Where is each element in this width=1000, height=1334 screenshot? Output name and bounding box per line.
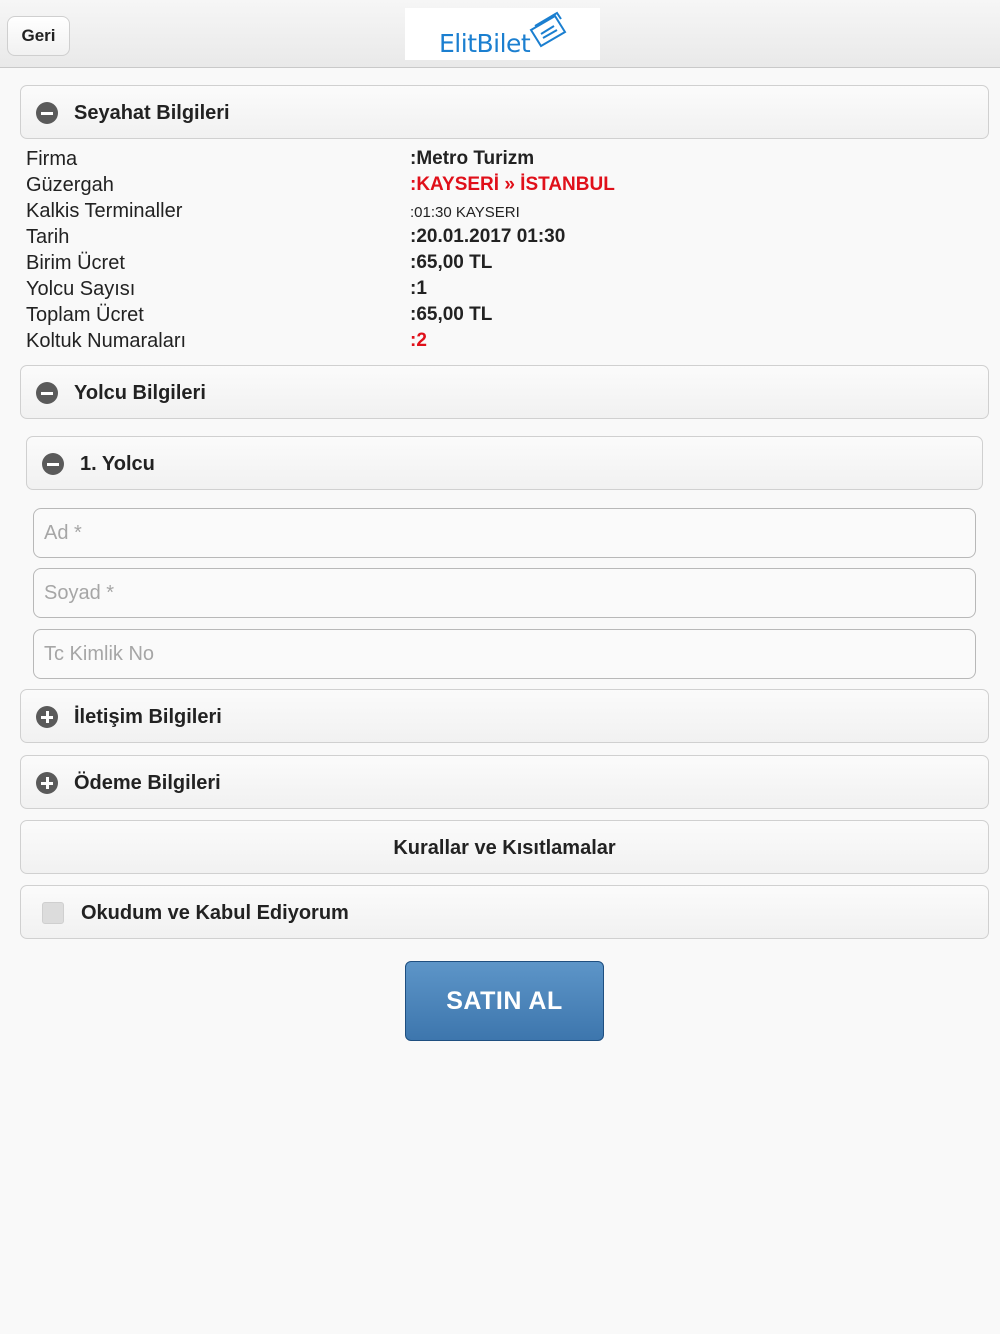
rules-button[interactable] xyxy=(20,820,989,874)
collapse-icon xyxy=(36,102,58,124)
info-label: Kalkis Terminaller xyxy=(26,200,183,222)
info-value: :20.01.2017 01:30 xyxy=(410,226,566,247)
info-row-total-price xyxy=(26,304,986,330)
info-row-seat-numbers xyxy=(26,330,986,356)
rules-label: Kurallar ve Kısıtlamalar xyxy=(393,837,616,859)
info-row-passenger-count xyxy=(26,278,986,304)
payment-info-header[interactable] xyxy=(20,755,989,809)
info-value: :01:30 KAYSERI xyxy=(410,204,520,221)
info-row-terminal xyxy=(26,200,986,226)
first-name-input[interactable] xyxy=(33,508,976,558)
agree-label: Okudum ve Kabul Ediyorum xyxy=(81,902,349,924)
contact-info-title: İletişim Bilgileri xyxy=(74,706,222,728)
info-row-route xyxy=(26,174,986,200)
payment-info-title: Ödeme Bilgileri xyxy=(74,772,221,794)
agree-checkbox-row[interactable] xyxy=(20,885,989,939)
contact-info-header[interactable] xyxy=(20,689,989,743)
expand-icon xyxy=(36,772,58,794)
passenger-info-header[interactable] xyxy=(20,365,989,419)
info-value: :2 xyxy=(410,330,427,351)
buy-button[interactable]: SATIN AL xyxy=(405,961,604,1041)
back-button[interactable]: Geri xyxy=(7,16,70,56)
last-name-input[interactable] xyxy=(33,568,976,618)
travel-info-header[interactable] xyxy=(20,85,989,139)
top-bar xyxy=(0,0,1000,68)
logo-text: ElitBilet xyxy=(439,29,531,58)
tc-id-input[interactable] xyxy=(33,629,976,679)
info-label: Tarih xyxy=(26,226,70,248)
expand-icon xyxy=(36,706,58,728)
info-value: :Metro Turizm xyxy=(410,148,535,169)
passenger-info-title: Yolcu Bilgileri xyxy=(74,382,206,404)
passenger-1-title: 1. Yolcu xyxy=(80,453,155,475)
ticket-icon xyxy=(527,10,569,48)
info-label: Koltuk Numaraları xyxy=(26,330,187,352)
passenger-1-header[interactable] xyxy=(26,436,983,490)
info-row-date xyxy=(26,226,986,252)
info-row-company xyxy=(26,148,986,174)
info-label: Toplam Ücret xyxy=(26,304,144,326)
info-label: Firma xyxy=(26,148,78,170)
info-value: :65,00 TL xyxy=(410,252,493,273)
info-label: Güzergah xyxy=(26,174,114,196)
info-label: Yolcu Sayısı xyxy=(26,278,136,300)
elitbilet-logo xyxy=(405,8,600,60)
agree-checkbox[interactable] xyxy=(42,902,64,924)
info-value: :65,00 TL xyxy=(410,304,493,325)
info-value: :KAYSERİ » İSTANBUL xyxy=(410,174,615,195)
info-label: Birim Ücret xyxy=(26,252,125,274)
info-row-unit-price xyxy=(26,252,986,278)
collapse-icon xyxy=(36,382,58,404)
collapse-icon xyxy=(42,453,64,475)
info-value: :1 xyxy=(410,278,427,299)
travel-info-title: Seyahat Bilgileri xyxy=(74,102,230,124)
